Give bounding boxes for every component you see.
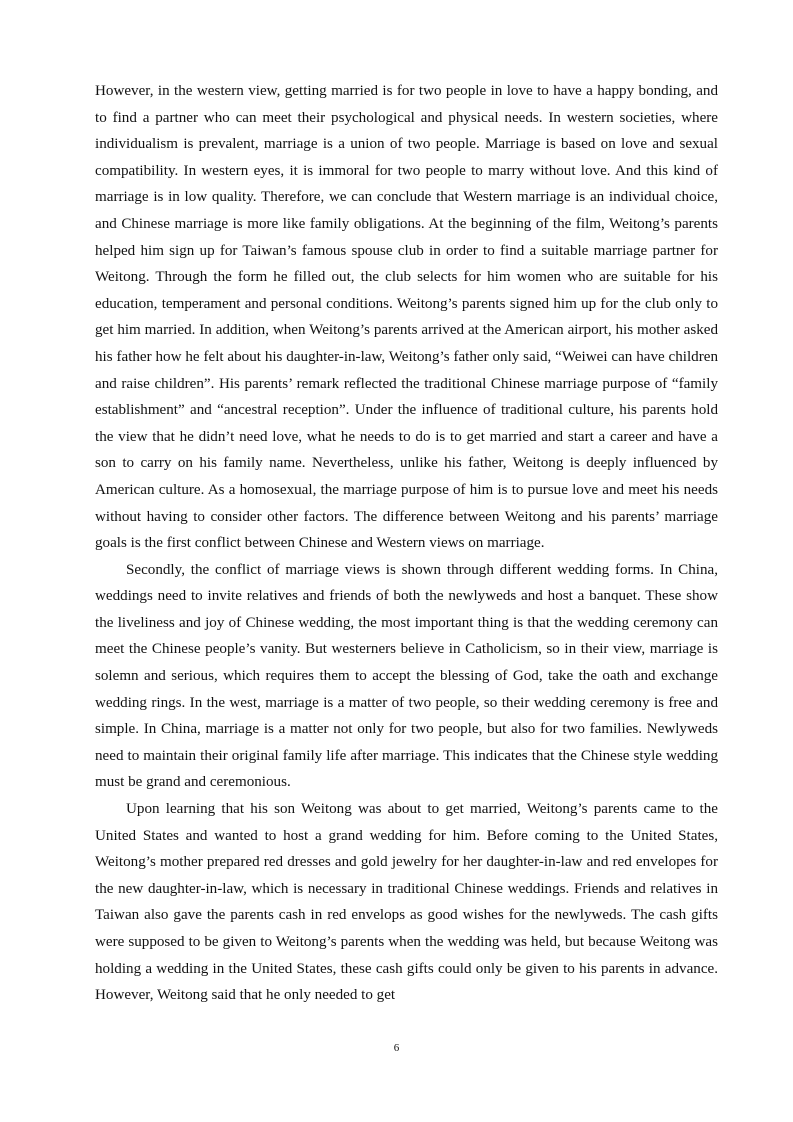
body-paragraph-2: Secondly, the conflict of marriage views is shown through different wedding forms. In China, weddings need to invite relatives and friends of both the newlyweds and host a banquet. These show the liveliness and joy of Chinese wedding, the most important thing is that the wedding ceremony can meet the Chinese people’s vanity. But westerners believe in Catholicism, so in their view, marriage is solemn and serious, which requires them to accept the blessing of God, take the oath and exchange wedding rings. In the west, marriage is a matter of two people, so their wedding ceremony is free and simple. In China, marriage is a matter not only for two people, but also for two families. Newlyweds need to maintain their original family life after marriage. This indicates that the Chinese style wedding must be grand and ceremonious. [95, 561, 718, 791]
document-page [95, 78, 718, 1078]
body-paragraph-3: Upon learning that his son Weitong was about to get married, Weitong’s parents came to the United States and wanted to host a grand wedding for him. Before coming to the United States, Weitong’s mother prepared red dresses and gold jewelry for her daughter-in-law and red envelopes for the new daughter-in-law, which is necessary in traditional Chinese weddings. Friends and relatives in Taiwan also gave the parents cash in red envelops as good wishes for the newlyweds. The cash gifts were supposed to be given to Weitong’s parents when the wedding was held, but because Weitong was holding a wedding in the United States, these cash gifts could only be given to his parents in advance. However, Weitong said that he only needed to get [95, 801, 718, 1004]
body-paragraph-1: However, in the western view, getting married is for two people in love to have a happy bonding, and to find a partner who can meet their psychological and physical needs. In western societies, where individualism is prevalent, marriage is a union of two people. Marriage is based on love and sexual compatibility. In western eyes, it is immoral for two people to marry without love. And this kind of marriage is in low quality. Therefore, we can conclude that Western marriage is an individual choice, and Chinese marriage is more like family obligations. At the beginning of the film, Weitong’s parents helped him sign up for Taiwan’s famous spouse club in order to find a suitable marriage partner for Weitong. Through the form he filled out, the club selects for him women who are suitable for his education, temperament and personal conditions. Weitong’s parents signed him up for the club only to get him married. In addition, when Weitong’s parents arrived at the American airport, his mother asked his father how he felt about his daughter-in-law, Weitong’s father only said, “Weiwei can have children and raise children”. His parents’ remark reflected the traditional Chinese marriage purpose of “family establishment” and “ancestral reception”. Under the influence of traditional culture, his parents hold the view that he didn’t need love, what he needs to do is to get married and start a career and have a son to carry on his family name. Nevertheless, unlike his father, Weitong is deeply influenced by American culture. As a homosexual, the marriage purpose of him is to pursue love and meet his needs without having to consider other factors. The difference between Weitong and his parents’ marriage goals is the first conflict between Chinese and Western views on marriage. [95, 83, 718, 552]
page-number: 6 [393, 1042, 400, 1054]
